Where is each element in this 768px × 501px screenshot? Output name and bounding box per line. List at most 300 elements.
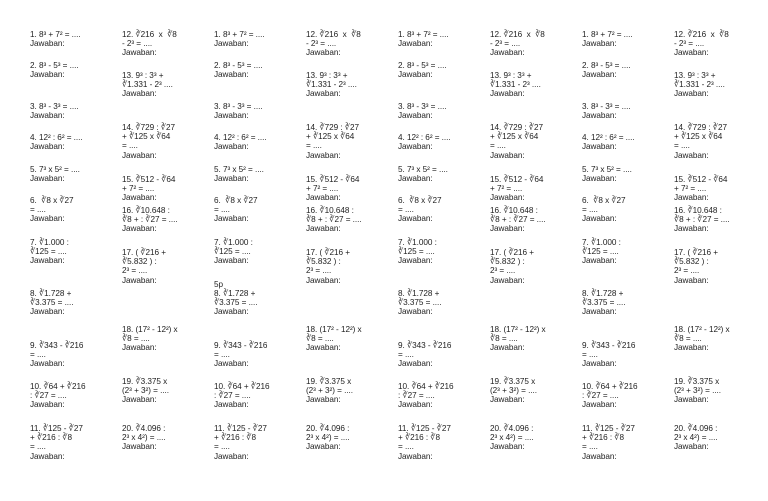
question-line: ∛5.832 ) : [306, 257, 341, 267]
question-line: 11. ∛125 - ∛27 [30, 424, 83, 433]
question-line: ∛5.832 ) : [674, 257, 709, 267]
question-17 [306, 248, 390, 285]
answer-label: Jawaban: [214, 214, 249, 224]
answer-label: Jawaban: [582, 256, 617, 266]
question-line: 10. ∛64 + ∛216 [582, 382, 638, 391]
question-line: 12. ∛216 x ∛8 [306, 30, 361, 39]
worksheet-column-7 [582, 0, 666, 501]
question-line: 4. 12² : 6² = .... [398, 133, 451, 142]
answer-label: Jawaban: [398, 174, 433, 184]
question-18 [122, 325, 206, 353]
question-20 [674, 424, 758, 452]
question-line: 15. ∛512 - ∛64 [306, 175, 360, 184]
question-1 [214, 30, 298, 48]
answer-label: Jawaban: [306, 193, 341, 203]
question-line: = .... [30, 442, 46, 452]
question-line: 1. 8³ + 7² = .... [582, 30, 633, 39]
question-line: ∛1.331 - 2³ .... [306, 80, 357, 90]
answer-label: Jawaban: [490, 193, 525, 203]
answer-label: Jawaban: [122, 193, 157, 203]
question-4 [30, 133, 114, 151]
question-line: 5. 7³ x 5² = .... [582, 165, 632, 174]
question-line: (2³ + 3²) = .... [674, 386, 721, 396]
question-8 [214, 289, 298, 317]
answer-label: Jawaban: [398, 256, 433, 266]
question-14 [306, 123, 390, 160]
question-line: 11. ∛125 - ∛27 [214, 424, 267, 433]
question-line: ∛8 + : ∛27 = .... [306, 215, 362, 225]
question-15 [674, 175, 758, 203]
question-line: 2³ x 4²) = .... [306, 433, 350, 443]
question-line: = .... [490, 141, 506, 151]
question-line: 7. ∛1.000 : [214, 238, 253, 247]
question-3 [398, 102, 482, 120]
answer-label: Jawaban: [398, 142, 433, 152]
question-line: 2³ = .... [490, 266, 516, 276]
answer-label: Jawaban: [214, 359, 249, 369]
question-line: 2³ x 4²) = .... [674, 433, 718, 443]
answer-label: Jawaban: [30, 111, 65, 121]
answer-label: Jawaban: [490, 395, 525, 405]
question-line: + ∛216 : ∛8 [398, 433, 440, 443]
answer-label: Jawaban: [306, 48, 341, 58]
question-line: 9. ∛343 - ∛216 [582, 341, 636, 350]
question-7 [214, 238, 298, 266]
question-line: 8. ∛1.728 + [582, 289, 624, 298]
question-line: 14. ∛729 : ∛27 [122, 123, 175, 132]
question-line: ∛8 + : ∛27 = .... [122, 215, 178, 225]
question-line: 13. 9³ : 3³ + [490, 71, 532, 80]
answer-label: Jawaban: [674, 442, 709, 452]
question-line: 5. 7³ x 5² = .... [398, 165, 448, 174]
question-15 [306, 175, 390, 203]
question-18 [674, 325, 758, 353]
question-19 [122, 377, 206, 405]
question-18 [306, 325, 390, 353]
question-10 [214, 382, 298, 410]
answer-label: Jawaban: [30, 307, 65, 317]
question-line: 1. 8³ + 7² = .... [398, 30, 449, 39]
question-line: 15. ∛512 - ∛64 [490, 175, 544, 184]
question-line: 2. 8³ - 5³ = .... [214, 61, 263, 70]
question-line: + 7² = .... [306, 184, 339, 194]
question-line: + ∛216 : ∛8 [582, 433, 624, 443]
question-line: ∛3.375 = .... [582, 298, 626, 308]
question-line: 12. ∛216 x ∛8 [674, 30, 729, 39]
answer-label: Jawaban: [674, 193, 709, 203]
question-13 [306, 71, 390, 99]
question-10 [398, 382, 482, 410]
question-line: 19. ∛3.375 x [306, 377, 352, 386]
question-line: 15. ∛512 - ∛64 [122, 175, 176, 184]
question-14 [122, 123, 206, 160]
question-line: 19. ∛3.375 x [674, 377, 720, 386]
question-13 [674, 71, 758, 99]
question-line: = .... [674, 141, 690, 151]
question-11 [582, 424, 666, 461]
answer-label: Jawaban: [122, 150, 157, 160]
answer-label: Jawaban: [582, 142, 617, 152]
answer-label: Jawaban: [306, 224, 341, 234]
question-1 [30, 30, 114, 48]
question-line: 2³ = .... [122, 266, 148, 276]
question-line: 2³ = .... [674, 266, 700, 276]
answer-label: Jawaban: [30, 70, 65, 80]
question-line: 18. (17² - 12²) x [306, 325, 362, 334]
question-12 [122, 30, 206, 58]
question-line: 8. ∛1.728 + [398, 289, 440, 298]
question-line: + ∛216 : ∛8 [30, 433, 72, 443]
answer-label: Jawaban: [674, 275, 709, 285]
question-line: 20. ∛4.096 : [122, 424, 166, 433]
question-line: 19. ∛3.375 x [122, 377, 168, 386]
answer-label: Jawaban: [214, 70, 249, 80]
answer-label: Jawaban: [214, 111, 249, 121]
question-line: 9. ∛343 - ∛216 [398, 341, 452, 350]
question-line: 4. 12² : 6² = .... [30, 133, 83, 142]
question-20 [122, 424, 206, 452]
worksheet-column-8 [674, 0, 758, 501]
question-line: 6. ∛8 x ∛27 [214, 196, 258, 205]
question-line: 19. ∛3.375 x [490, 377, 536, 386]
answer-label: Jawaban: [398, 214, 433, 224]
question-19 [490, 377, 574, 405]
question-line: = .... [398, 350, 414, 360]
question-line: 8. ∛1.728 + [30, 289, 72, 298]
answer-label: Jawaban: [122, 395, 157, 405]
question-line: 13. 9³ : 3³ + [306, 71, 348, 80]
question-16 [490, 206, 574, 234]
question-line: ∛1.331 - 2³ .... [674, 80, 725, 90]
question-line: 7. ∛1.000 : [398, 238, 437, 247]
question-5 [582, 165, 666, 183]
question-line: 2. 8³ - 5³ = .... [582, 61, 631, 70]
question-line: 2³ x 4²) = .... [122, 433, 166, 443]
question-20 [490, 424, 574, 452]
answer-label: Jawaban: [582, 214, 617, 224]
answer-label: Jawaban: [582, 359, 617, 369]
question-line: 12. ∛216 x ∛8 [490, 30, 545, 39]
question-line: 1. 8³ + 7² = .... [214, 30, 265, 39]
answer-label: Jawaban: [674, 48, 709, 58]
question-line: 2. 8³ - 5³ = .... [30, 61, 79, 70]
question-line: 9. ∛343 - ∛216 [214, 341, 268, 350]
question-line: 17. ( ∛216 + [122, 248, 166, 257]
question-line: 11. ∛125 - ∛27 [398, 424, 451, 433]
question-line: 8. ∛1.728 + [214, 289, 256, 298]
question-line: 6. ∛8 x ∛27 [30, 196, 74, 205]
question-line: = .... [214, 205, 230, 215]
question-line: = .... [398, 205, 414, 215]
question-3 [30, 102, 114, 120]
question-2 [214, 61, 298, 79]
question-line: 3. 8³ - 3³ = .... [214, 102, 263, 111]
question-line: 18. (17² - 12²) x [122, 325, 178, 334]
question-line: 2. 8³ - 5³ = .... [398, 61, 447, 70]
question-line: 7. ∛1.000 : [30, 238, 69, 247]
question-line: 18. (17² - 12²) x [490, 325, 546, 334]
question-7 [582, 238, 666, 266]
answer-label: Jawaban: [214, 39, 249, 49]
question-line: ∛125 = .... [214, 247, 251, 257]
question-line: 20. ∛4.096 : [490, 424, 534, 433]
worksheet-column-1 [30, 0, 114, 501]
question-line: 16. ∛10.648 : [306, 206, 354, 215]
question-line: = .... [214, 442, 230, 452]
question-line: ∛1.331 - 2³ .... [122, 80, 173, 90]
question-line: - 2³ = .... [490, 39, 521, 49]
answer-label: Jawaban: [674, 150, 709, 160]
answer-label: Jawaban: [490, 275, 525, 285]
answer-label: Jawaban: [30, 256, 65, 266]
question-line: : ∛27 = .... [398, 391, 435, 401]
answer-label: Jawaban: [674, 89, 709, 99]
question-line: + ∛125 x ∛64 [490, 132, 539, 142]
question-line: = .... [582, 350, 598, 360]
question-line: 16. ∛10.648 : [122, 206, 170, 215]
question-14 [490, 123, 574, 160]
question-line: = .... [306, 141, 322, 151]
question-1 [398, 30, 482, 48]
answer-label: Jawaban: [674, 395, 709, 405]
question-line: ∛3.375 = .... [30, 298, 74, 308]
question-20 [306, 424, 390, 452]
answer-label: Jawaban: [30, 451, 65, 461]
answer-label: Jawaban: [214, 256, 249, 266]
question-line: 17. ( ∛216 + [674, 248, 718, 257]
question-15 [490, 175, 574, 203]
answer-label: Jawaban: [306, 150, 341, 160]
question-line: ∛125 = .... [582, 247, 619, 257]
question-line: - 2³ = .... [674, 39, 705, 49]
stray-mark: 5p [214, 280, 224, 289]
question-11 [214, 424, 298, 461]
answer-label: Jawaban: [306, 395, 341, 405]
question-line: + 7² = .... [674, 184, 707, 194]
question-line: ∛8 = .... [674, 334, 702, 344]
question-9 [582, 341, 666, 369]
worksheet-column-3 [214, 0, 298, 501]
question-16 [306, 206, 390, 234]
question-3 [582, 102, 666, 120]
answer-label: Jawaban: [398, 39, 433, 49]
question-4 [582, 133, 666, 151]
answer-label: Jawaban: [122, 442, 157, 452]
question-17 [122, 248, 206, 285]
question-16 [122, 206, 206, 234]
question-line: ∛8 = .... [306, 334, 334, 344]
question-line: + 7² = .... [122, 184, 155, 194]
answer-label: Jawaban: [398, 111, 433, 121]
question-2 [582, 61, 666, 79]
answer-label: Jawaban: [398, 70, 433, 80]
question-line: 3. 8³ - 3³ = .... [398, 102, 447, 111]
answer-label: Jawaban: [306, 442, 341, 452]
question-line: 9. ∛343 - ∛216 [30, 341, 84, 350]
question-line: + 7² = .... [490, 184, 523, 194]
question-line: = .... [582, 442, 598, 452]
question-19 [674, 377, 758, 405]
answer-label: Jawaban: [582, 400, 617, 410]
answer-label: Jawaban: [582, 39, 617, 49]
question-line: 14. ∛729 : ∛27 [674, 123, 727, 132]
question-12 [490, 30, 574, 58]
question-6 [30, 196, 114, 224]
answer-label: Jawaban: [490, 442, 525, 452]
answer-label: Jawaban: [582, 111, 617, 121]
answer-label: Jawaban: [582, 70, 617, 80]
question-line: ∛3.375 = .... [398, 298, 442, 308]
question-2 [398, 61, 482, 79]
question-line: 13. 9³ : 3³ + [674, 71, 716, 80]
question-line: 10. ∛64 + ∛216 [214, 382, 270, 391]
worksheet-column-5 [398, 0, 482, 501]
answer-label: Jawaban: [398, 307, 433, 317]
question-line: 12. ∛216 x ∛8 [122, 30, 177, 39]
question-line: : ∛27 = .... [582, 391, 619, 401]
answer-label: Jawaban: [122, 275, 157, 285]
answer-label: Jawaban: [214, 451, 249, 461]
question-line: 15. ∛512 - ∛64 [674, 175, 728, 184]
question-line: 4. 12² : 6² = .... [214, 133, 267, 142]
question-line: = .... [30, 205, 46, 215]
question-line: : ∛27 = .... [214, 391, 251, 401]
question-line: : ∛27 = .... [30, 391, 67, 401]
question-4 [214, 133, 298, 151]
question-14 [674, 123, 758, 160]
question-line: ∛1.331 - 2³ .... [490, 80, 541, 90]
answer-label: Jawaban: [490, 89, 525, 99]
question-line: ∛8 = .... [122, 334, 150, 344]
question-line: ∛8 + : ∛27 = .... [490, 215, 546, 225]
question-13 [490, 71, 574, 99]
question-line: - 2³ = .... [306, 39, 337, 49]
question-5 [398, 165, 482, 183]
question-line: 2³ = .... [306, 266, 332, 276]
question-line: 5. 7³ x 5² = .... [214, 165, 264, 174]
answer-label: Jawaban: [490, 343, 525, 353]
question-7 [398, 238, 482, 266]
question-line: ∛5.832 ) : [122, 257, 157, 267]
question-line: 7. ∛1.000 : [582, 238, 621, 247]
question-line: = .... [214, 350, 230, 360]
question-line: 4. 12² : 6² = .... [582, 133, 635, 142]
question-line: 10. ∛64 + ∛216 [398, 382, 454, 391]
question-line: + ∛216 : ∛8 [214, 433, 256, 443]
answer-label: Jawaban: [398, 400, 433, 410]
question-line: + ∛125 x ∛64 [674, 132, 723, 142]
question-line: ∛8 = .... [490, 334, 518, 344]
question-line: 20. ∛4.096 : [674, 424, 718, 433]
answer-label: Jawaban: [30, 174, 65, 184]
question-line: 16. ∛10.648 : [674, 206, 722, 215]
question-16 [674, 206, 758, 234]
question-line: 6. ∛8 x ∛27 [582, 196, 626, 205]
question-6 [398, 196, 482, 224]
answer-label: Jawaban: [214, 174, 249, 184]
question-8 [30, 289, 114, 317]
question-2 [30, 61, 114, 79]
worksheet-column-4 [306, 0, 390, 501]
answer-label: Jawaban: [30, 142, 65, 152]
question-6 [214, 196, 298, 224]
question-19 [306, 377, 390, 405]
question-line: ∛8 + : ∛27 = .... [674, 215, 730, 225]
question-line: 5. 7³ x 5² = .... [30, 165, 80, 174]
answer-label: Jawaban: [490, 150, 525, 160]
question-line: 6. ∛8 x ∛27 [398, 196, 442, 205]
answer-label: Jawaban: [398, 359, 433, 369]
question-line: + ∛125 x ∛64 [122, 132, 171, 142]
question-line: ∛125 = .... [398, 247, 435, 257]
question-line: 13. 9³ : 3³ + [122, 71, 164, 80]
answer-label: Jawaban: [214, 142, 249, 152]
answer-label: Jawaban: [30, 400, 65, 410]
question-11 [398, 424, 482, 461]
question-4 [398, 133, 482, 151]
question-17 [674, 248, 758, 285]
question-line: 14. ∛729 : ∛27 [306, 123, 359, 132]
question-line: ∛3.375 = .... [214, 298, 258, 308]
question-line: 11. ∛125 - ∛27 [582, 424, 635, 433]
question-line: 17. ( ∛216 + [306, 248, 350, 257]
question-12 [306, 30, 390, 58]
question-5 [214, 165, 298, 183]
question-13 [122, 71, 206, 99]
question-10 [30, 382, 114, 410]
question-line: ∛125 = .... [30, 247, 67, 257]
answer-label: Jawaban: [306, 89, 341, 99]
question-line: + ∛125 x ∛64 [306, 132, 355, 142]
question-line: 17. ( ∛216 + [490, 248, 534, 257]
question-line: = .... [30, 350, 46, 360]
answer-label: Jawaban: [122, 89, 157, 99]
answer-label: Jawaban: [214, 307, 249, 317]
question-1 [582, 30, 666, 48]
question-9 [398, 341, 482, 369]
question-5 [30, 165, 114, 183]
answer-label: Jawaban: [490, 48, 525, 58]
question-line: 16. ∛10.648 : [490, 206, 538, 215]
question-9 [30, 341, 114, 369]
question-18 [490, 325, 574, 353]
question-line: 3. 8³ - 3³ = .... [30, 102, 79, 111]
question-line: 20. ∛4.096 : [306, 424, 350, 433]
answer-label: Jawaban: [674, 224, 709, 234]
answer-label: Jawaban: [398, 451, 433, 461]
question-line: (2³ + 3²) = .... [490, 386, 537, 396]
question-8 [398, 289, 482, 317]
question-line: = .... [398, 442, 414, 452]
answer-label: Jawaban: [122, 343, 157, 353]
answer-label: Jawaban: [122, 48, 157, 58]
question-line: = .... [582, 205, 598, 215]
answer-label: Jawaban: [30, 359, 65, 369]
question-17 [490, 248, 574, 285]
answer-label: Jawaban: [582, 451, 617, 461]
question-line: 10. ∛64 + ∛216 [30, 382, 86, 391]
worksheet-column-6 [490, 0, 574, 501]
question-line: ∛5.832 ) : [490, 257, 525, 267]
question-10 [582, 382, 666, 410]
question-12 [674, 30, 758, 58]
answer-label: Jawaban: [30, 39, 65, 49]
question-line: (2³ + 3²) = .... [122, 386, 169, 396]
question-3 [214, 102, 298, 120]
question-8 [582, 289, 666, 317]
question-line: 14. ∛729 : ∛27 [490, 123, 543, 132]
answer-label: Jawaban: [122, 224, 157, 234]
